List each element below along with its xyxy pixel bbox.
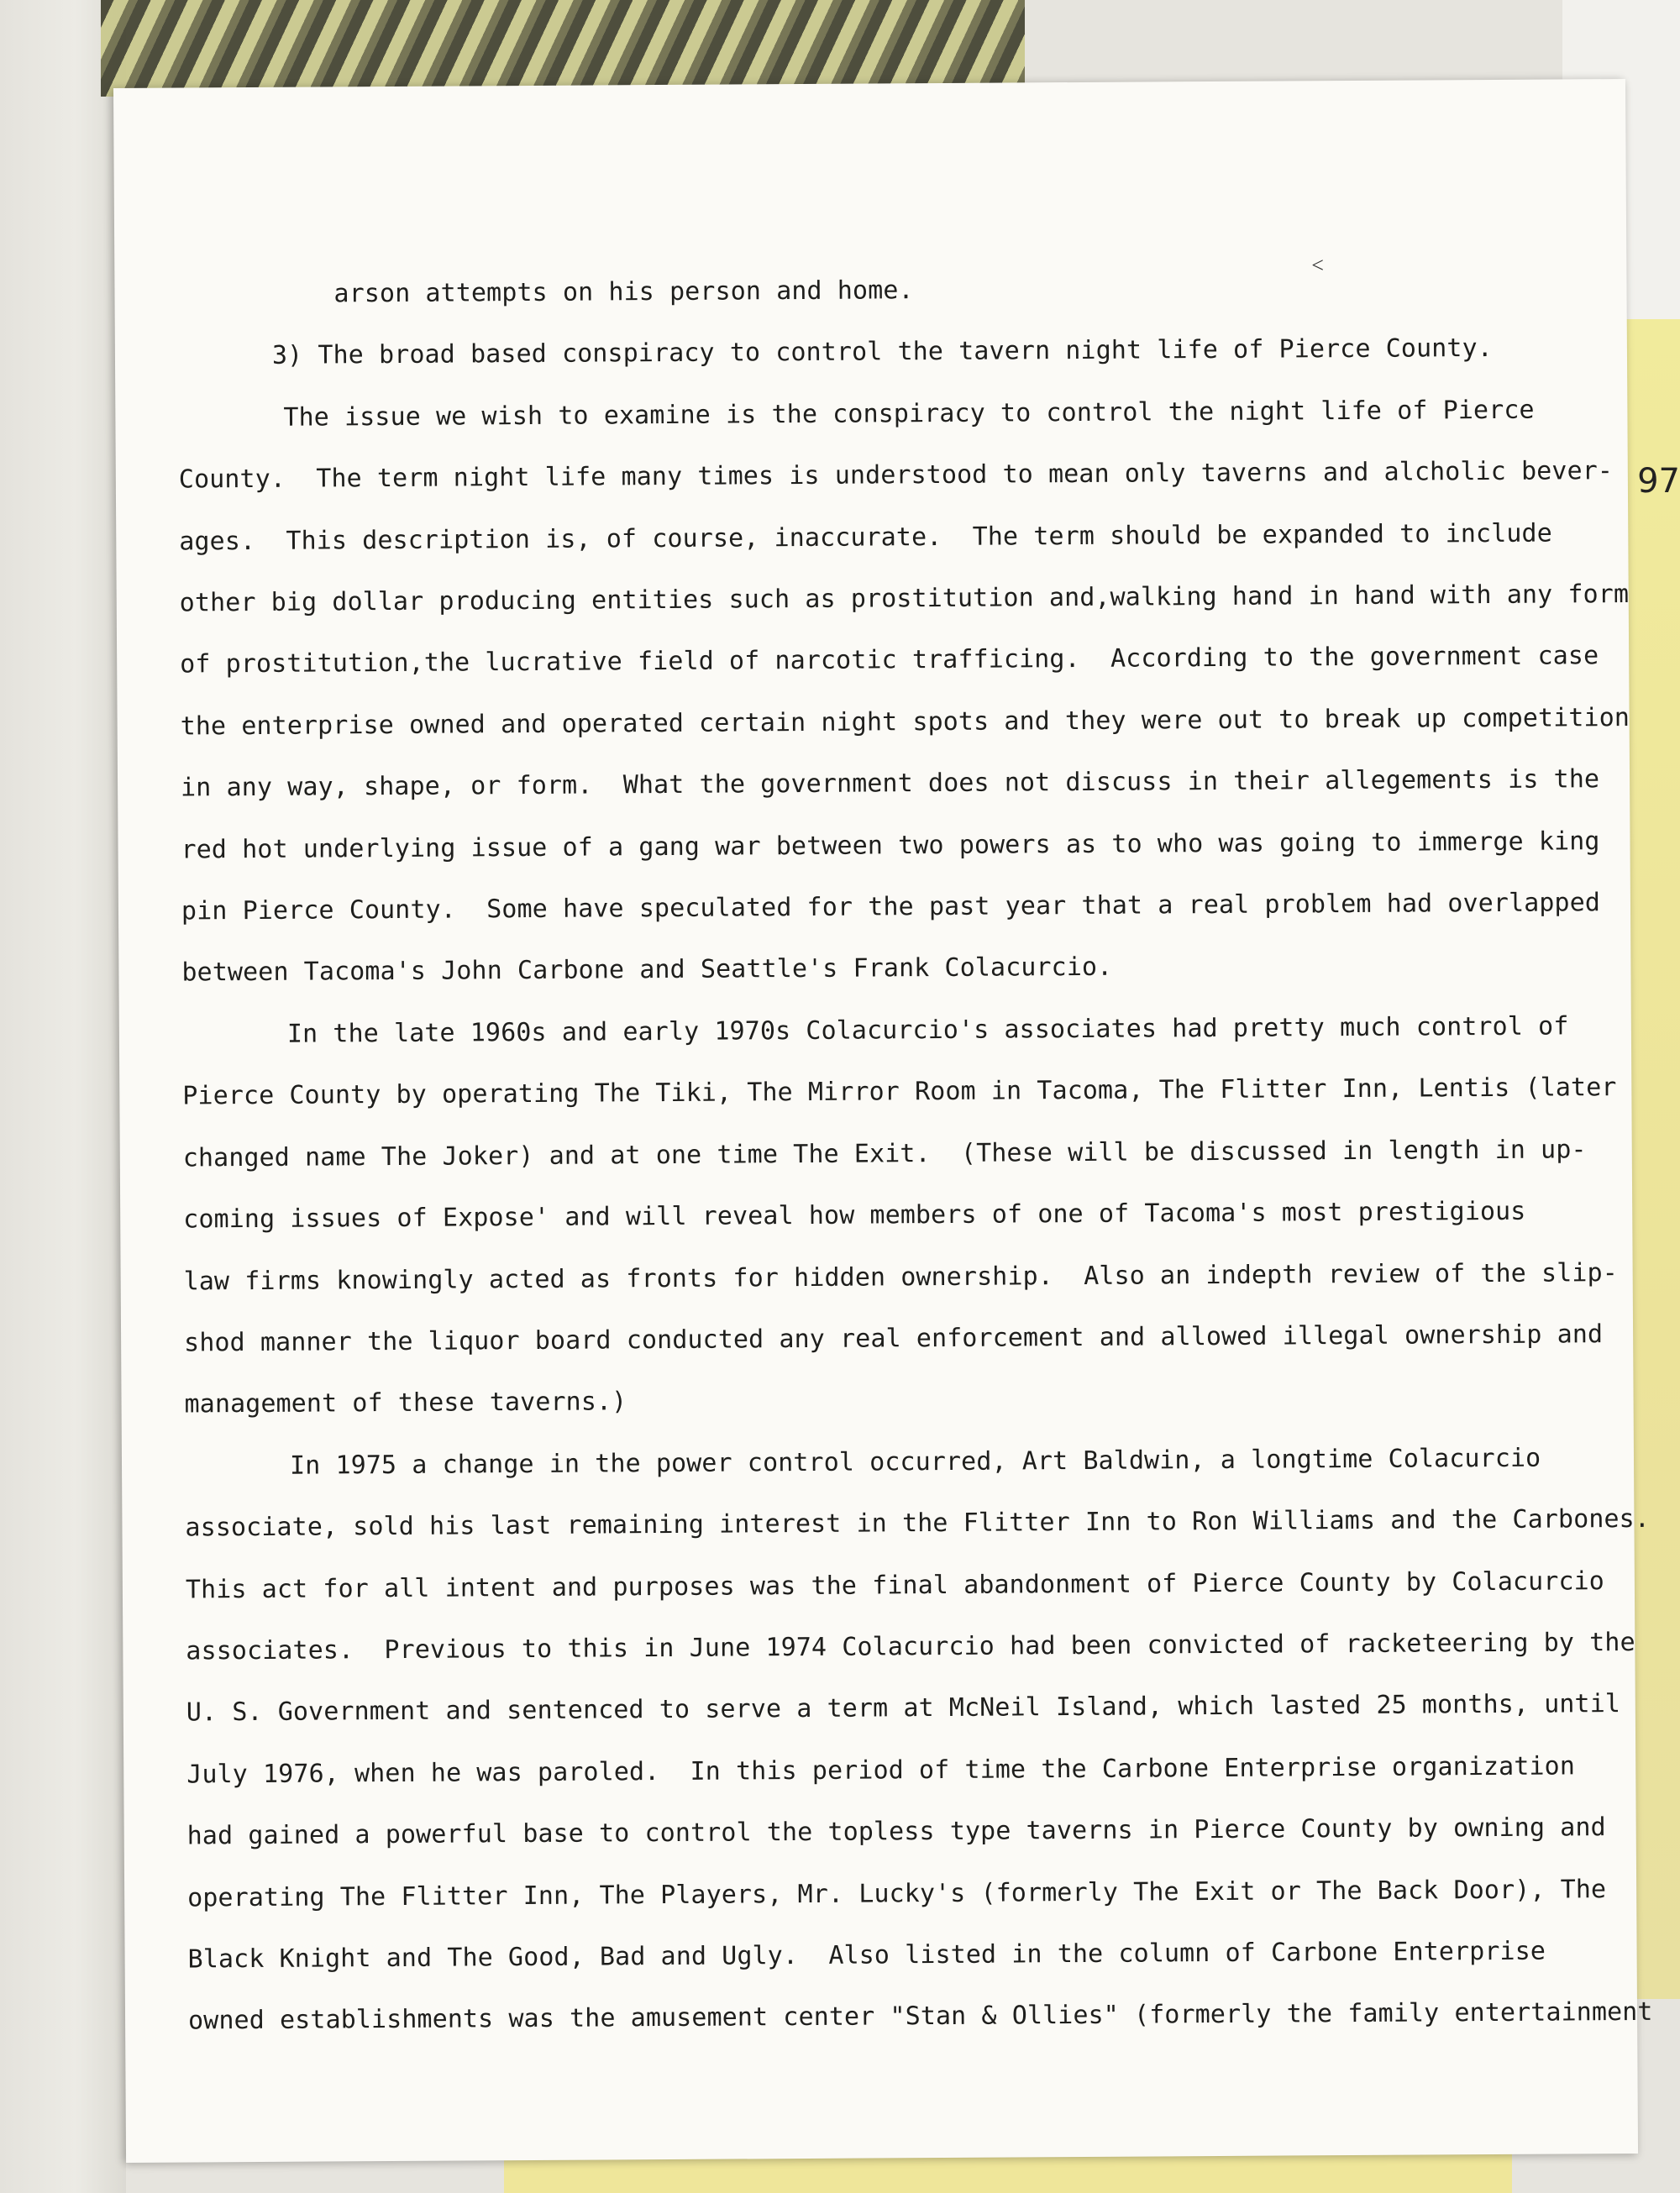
text-line: The issue we wish to examine is the conspiracy to control the night life of Pierce	[283, 395, 1535, 433]
facing-page	[0, 0, 126, 2193]
list-item-3: 3) The broad based conspiracy to control the tavern night life of Pierce County.	[271, 333, 1493, 371]
text-line: other big dollar producing entities such as prostitution and,walking hand in hand with any form	[179, 580, 1630, 618]
text-line: associate, sold his last remaining interest in the Flitter Inn to Ron Williams and the Carbones.	[185, 1503, 1651, 1543]
text-line: management of these taverns.)	[184, 1387, 627, 1419]
text-line: Pierce County by operating The Tiki, The Mirror Room in Tacoma, The Flitter Inn, Lentis (later	[182, 1073, 1617, 1111]
magazine-cover-fragment	[101, 0, 1025, 97]
background-page-fragment-text: 97	[1637, 462, 1680, 501]
text-line: associates. Previous to this in June 1974 Colacurcio had been convicted of racketeering by the	[186, 1627, 1635, 1666]
document-page	[113, 79, 1653, 2163]
text-line: of prostitution,the lucrative field of narcotic trafficing. According to the government case	[180, 641, 1599, 679]
text-line: This act for all intent and purposes was the final abandonment of Pierce County by Colacurcio	[185, 1566, 1605, 1605]
text-line: County. The term night life many times is understood to mean only taverns and alcholic bever-	[178, 456, 1614, 495]
body-text	[177, 255, 1653, 2052]
text-line: In 1975 a change in the power control occurred, Art Baldwin, a longtime Colacurcio	[289, 1443, 1541, 1481]
text-line: ages. This description is, of course, inaccurate. The term should be expanded to include	[179, 518, 1552, 557]
text-line: owned establishments was the amusement center "Stan & Ollies" (formerly the family entertainment	[187, 1997, 1653, 2036]
text-line: law firms knowingly acted as fronts for hidden ownership. Also an indepth review of the slip-	[183, 1257, 1618, 1297]
text-line: In the late 1960s and early 1970s Colacurcio's associates had pretty much control of	[286, 1011, 1569, 1049]
text-line: July 1976, when he was paroled. In this period of time the Carbone Enterprise organization	[186, 1751, 1576, 1790]
text-line: red hot underlying issue of a gang war between two powers as to who was going to immerge king	[181, 826, 1600, 865]
text-line: Black Knight and The Good, Bad and Ugly. Also listed in the column of Carbone Enterprise	[187, 1936, 1546, 1975]
text-line: coming issues of Expose' and will reveal how members of one of Tacoma's most prestigious	[183, 1196, 1526, 1235]
text-line: shod manner the liquor board conducted any real enforcement and allowed illegal ownership and	[184, 1319, 1604, 1358]
text-line: the enterprise owned and operated certain night spots and they were out to break up competition	[180, 702, 1630, 742]
stray-ink-mark: ˂	[1311, 253, 1325, 279]
text-line: U. S. Government and sentenced to serve a term at McNeil Island, which lasted 25 months, until	[186, 1689, 1621, 1728]
text-line: arson attempts on his person and home.	[333, 275, 914, 309]
text-line: in any way, shape, or form. What the government does not discuss in their allegements is the	[180, 764, 1600, 803]
text-line: pin Pierce County. Some have speculated for the past year that a real problem had overlapped	[181, 888, 1601, 926]
text-line: operating The Flitter Inn, The Players, Mr. Lucky's (formerly The Exit or The Back Door), The	[187, 1874, 1607, 1913]
text-line: had gained a powerful base to control the topless type taverns in Pierce County by owning and	[186, 1813, 1606, 1851]
text-line: changed name The Joker) and at one time The Exit. (These will be discussed in length in up-	[182, 1134, 1587, 1173]
text-line: between Tacoma's John Carbone and Seattle's Frank Colacurcio.	[181, 952, 1113, 988]
